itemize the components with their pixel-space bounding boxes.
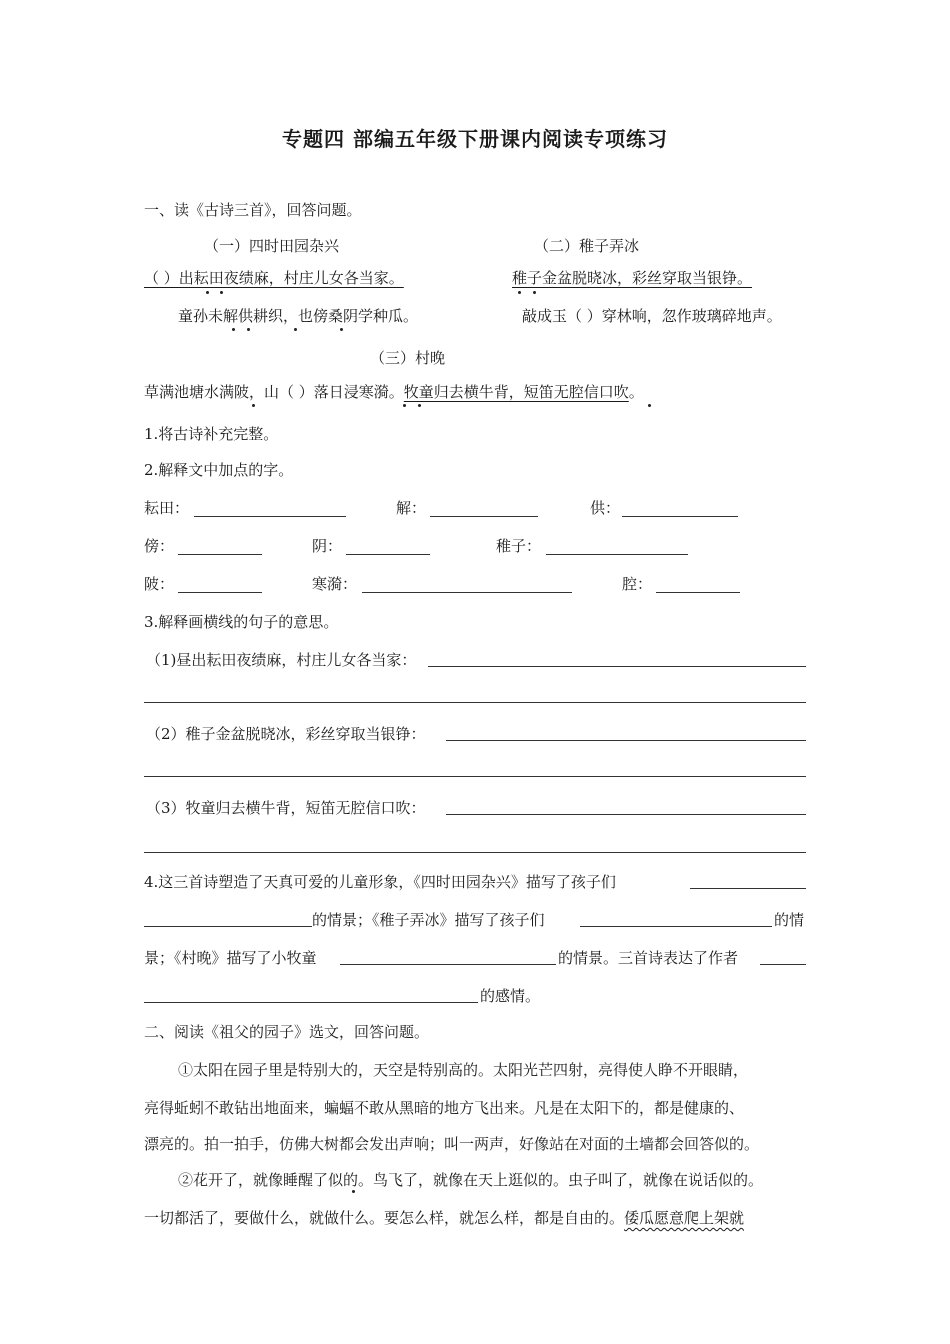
q4-text-6: 的感情。 bbox=[480, 987, 541, 1005]
q3-answer-3-line2[interactable] bbox=[144, 852, 806, 853]
q4-blank-2[interactable] bbox=[580, 926, 772, 927]
answer-qiang-blank[interactable] bbox=[656, 592, 740, 593]
para1-line1: ①太阳在园子里是特别大的，天空是特别高的。太阳光芒四射，亮得使人睁不开眼睛， bbox=[178, 1061, 749, 1079]
poem3-line-end: 。 bbox=[628, 383, 644, 401]
q4-text-2: 的情景；《稚子弄冰》描写了孩子们 bbox=[312, 911, 545, 929]
label-hanyi: 寒漪： bbox=[312, 575, 358, 593]
poem1-title: （一）四时田园杂兴 bbox=[204, 237, 340, 255]
page-title: 专题四 部编五年级下册课内阅读专项练习 bbox=[282, 127, 668, 151]
para2-line2 bbox=[144, 1208, 744, 1228]
q4-blank-3[interactable] bbox=[340, 964, 556, 965]
q3-answer-1-line2[interactable] bbox=[144, 702, 806, 703]
q4-blank-4[interactable] bbox=[760, 964, 806, 965]
poem1-line2: 童孙未解供耕织，也傍桑阴学种瓜。 bbox=[178, 307, 419, 325]
q3-answer-2-line2[interactable] bbox=[144, 776, 806, 777]
emphasis-dot bbox=[533, 291, 536, 294]
answer-hanyi-blank[interactable] bbox=[362, 592, 572, 593]
emphasis-dot bbox=[648, 404, 651, 407]
q4-text-5: 的情景。三首诗表达了作者 bbox=[558, 949, 739, 967]
q4-text-1: 4.这三首诗塑造了天真可爱的儿童形象，《四时田园杂兴》描写了孩子们 bbox=[144, 873, 616, 891]
q4-blank-1[interactable] bbox=[690, 888, 806, 889]
poem1-line1: （ ）出耘田夜绩麻，村庄儿女各当家。 bbox=[144, 269, 404, 287]
q3-item-1: （1)昼出耘田夜绩麻，村庄儿女各当家： bbox=[146, 651, 417, 669]
emphasis-dot bbox=[352, 1190, 355, 1193]
question-3: 3.解释画横线的句子的意思。 bbox=[144, 613, 339, 631]
answer-yin-blank[interactable] bbox=[346, 554, 430, 555]
question-2: 2.解释文中加点的字。 bbox=[144, 461, 294, 479]
question-1: 1.将古诗补充完整。 bbox=[144, 425, 279, 443]
label-bang: 傍： bbox=[144, 537, 175, 555]
label-bei: 陂： bbox=[144, 575, 175, 593]
q4-text-3: 的情 bbox=[774, 911, 805, 929]
answer-gengtian-blank[interactable] bbox=[194, 516, 346, 517]
emphasis-dot bbox=[340, 328, 343, 331]
label-gong: 供： bbox=[590, 499, 621, 517]
q4-blank-1b[interactable] bbox=[144, 926, 312, 927]
emphasis-dot bbox=[418, 404, 421, 407]
answer-zhizi-blank[interactable] bbox=[546, 554, 688, 555]
answer-gong-blank[interactable] bbox=[622, 516, 738, 517]
label-zhizi: 稚子： bbox=[496, 537, 542, 555]
emphasis-dot bbox=[220, 291, 223, 294]
para2-line1: ②花开了，就像睡醒了似的。鸟飞了，就像在天上逛似的。虫子叫了，就像在说话似的。 bbox=[178, 1171, 764, 1189]
emphasis-dot bbox=[294, 328, 297, 331]
emphasis-dot bbox=[247, 328, 250, 331]
emphasis-dot bbox=[403, 404, 406, 407]
para2-line2-a: 一切都活了，要做什么，就做什么。要怎么样，就怎么样，都是自由的。 bbox=[144, 1209, 625, 1227]
poem3-line-b: 牧童归去横牛背，短笛无腔信口吹 bbox=[403, 383, 629, 401]
emphasis-dot bbox=[206, 291, 209, 294]
poem2-line1: 稚子金盆脱晓冰，彩丝穿取当银铮。 bbox=[512, 269, 753, 287]
label-jie: 解： bbox=[396, 499, 427, 517]
para1-line2: 亮得蚯蚓不敢钻出地面来，蝙蝠不敢从黑暗的地方飞出来。凡是在太阳下的，都是健康的、 bbox=[144, 1099, 745, 1117]
q4-blank-4b[interactable] bbox=[144, 1002, 478, 1003]
section1-heading: 一、读《古诗三首》，回答问题。 bbox=[144, 201, 362, 219]
poem2-line2: 敲成玉（ ）穿林响，忽作玻璃碎地声。 bbox=[522, 307, 782, 325]
label-gengtian: 耘田： bbox=[144, 499, 190, 517]
q3-item-2: （2）稚子金盆脱晓冰，彩丝穿取当银铮： bbox=[146, 725, 426, 743]
poem3-line-a: 草满池塘水满陂，山（ ）落日浸寒漪。 bbox=[144, 383, 404, 401]
para2-line2-b: 倭瓜愿意爬上架就 bbox=[624, 1209, 745, 1227]
q3-answer-1-blank[interactable] bbox=[428, 666, 806, 667]
label-yin: 阴： bbox=[312, 537, 343, 555]
poem3-title: （三）村晚 bbox=[370, 349, 446, 367]
q4-text-4: 景；《村晚》描写了小牧童 bbox=[144, 949, 317, 967]
answer-jie-blank[interactable] bbox=[430, 516, 538, 517]
para1-line3: 漂亮的。拍一拍手，仿佛大树都会发出声响；叫一两声，好像站在对面的土墙都会回答似的。 bbox=[144, 1135, 760, 1153]
poem3-line bbox=[144, 382, 644, 402]
emphasis-dot bbox=[252, 404, 255, 407]
q3-answer-3-blank[interactable] bbox=[446, 814, 806, 815]
q3-item-3: （3）牧童归去横牛背，短笛无腔信口吹： bbox=[146, 799, 426, 817]
q3-answer-2-blank[interactable] bbox=[446, 740, 806, 741]
section2-heading: 二、阅读《祖父的园子》选文，回答问题。 bbox=[144, 1023, 430, 1041]
emphasis-dot bbox=[232, 328, 235, 331]
poem2-title: （二）稚子弄冰 bbox=[534, 237, 640, 255]
emphasis-dot bbox=[518, 291, 521, 294]
answer-bei-blank[interactable] bbox=[178, 592, 262, 593]
answer-bang-blank[interactable] bbox=[178, 554, 262, 555]
label-qiang: 腔： bbox=[622, 575, 653, 593]
